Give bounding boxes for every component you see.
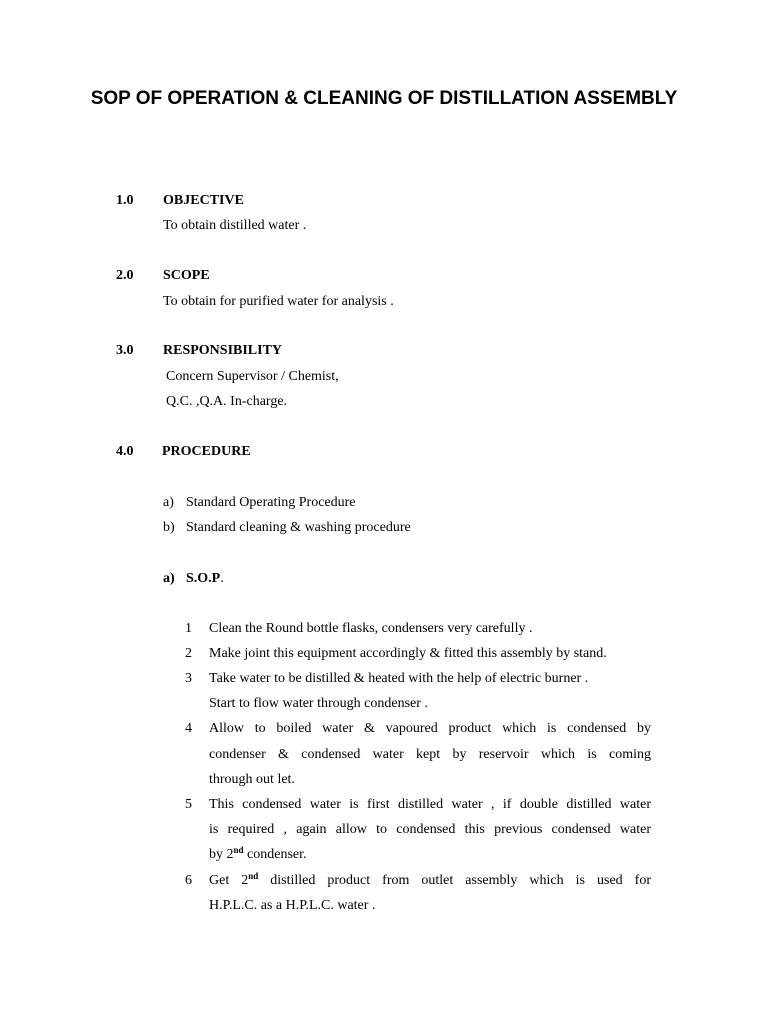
step-text: by 2nd condenser. [209, 845, 307, 862]
sop-marker: a) [163, 571, 175, 586]
section-text: Q.C. ,Q.A. In-charge. [166, 394, 288, 409]
step-text: Make joint this equipment accordingly & fitted this assembly by stand. [209, 646, 607, 661]
section-heading-scope: SCOPE [163, 268, 210, 283]
step-text: Take water to be distilled & heated with the help of electric burner . [209, 671, 589, 686]
section-text: To obtain distilled water . [163, 218, 307, 233]
step-number: 4 [185, 721, 192, 736]
step-text: Clean the Round bottle flasks, condensers very carefully . [209, 621, 533, 636]
sop-heading: S.O.P. [186, 571, 224, 586]
step-text: Get 2nd distilled product from outlet assembly which is used for [209, 871, 651, 888]
step-text: condenser & condensed water kept by reservoir which is coming [209, 747, 651, 762]
step-number: 6 [185, 873, 192, 888]
section-heading-objective: OBJECTIVE [163, 193, 244, 208]
section-heading-procedure: PROCEDURE [162, 444, 251, 459]
step-number: 2 [185, 646, 192, 661]
section-number: 3.0 [116, 343, 134, 358]
step-text: Start to flow water through condenser . [209, 696, 428, 711]
step-number: 1 [185, 621, 192, 636]
list-marker: b) [163, 520, 175, 535]
step-number: 3 [185, 671, 192, 686]
step-text: H.P.L.C. as a H.P.L.C. water . [209, 898, 376, 913]
section-text: Concern Supervisor / Chemist, [166, 369, 339, 384]
section-number: 4.0 [116, 444, 134, 459]
step-text: This condensed water is first distilled water , if double distilled water [209, 797, 651, 812]
step-text: through out let. [209, 772, 295, 787]
list-marker: a) [163, 495, 174, 510]
step-text: is required , again allow to condensed this previous condensed water [209, 822, 651, 837]
section-number: 1.0 [116, 193, 134, 208]
list-item: Standard cleaning & washing procedure [186, 520, 411, 535]
document-title: SOP OF OPERATION & CLEANING OF DISTILLATION ASSEMBLY [90, 88, 678, 109]
section-heading-responsibility: RESPONSIBILITY [163, 343, 283, 358]
step-number: 5 [185, 797, 192, 812]
list-item: Standard Operating Procedure [186, 495, 356, 510]
section-number: 2.0 [116, 268, 134, 283]
section-text: To obtain for purified water for analysis . [163, 294, 394, 309]
step-text: Allow to boiled water & vapoured product which is condensed by [209, 721, 651, 736]
